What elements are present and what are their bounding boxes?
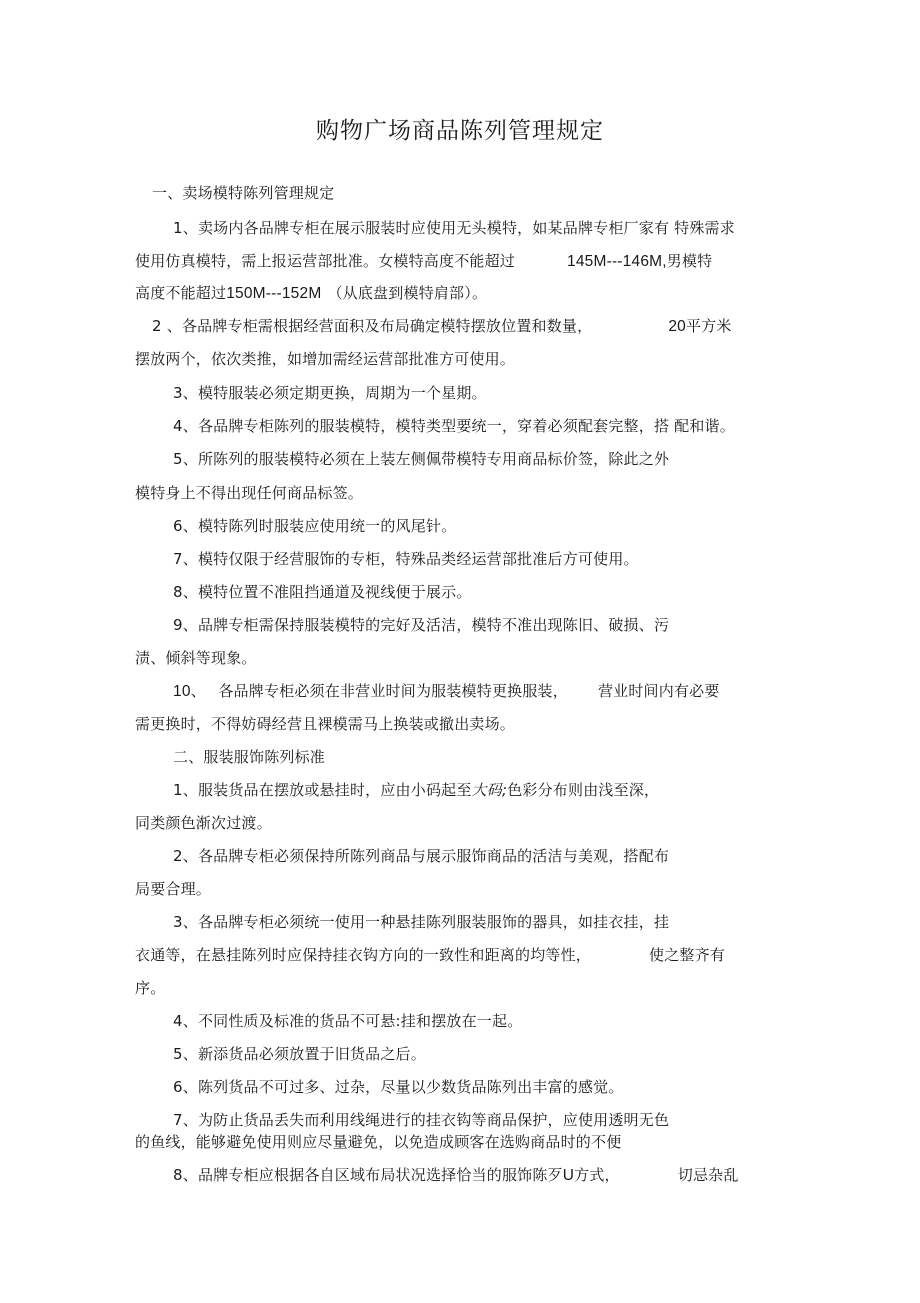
text-span-italic: 大码;	[471, 781, 508, 799]
paragraph-line	[135, 283, 487, 304]
text-span: U	[562, 1167, 575, 1184]
text-span: 切忌杂乱	[677, 1166, 739, 1184]
paragraph-line: 2、各品牌专柜必须保持所陈列商品与展示服饰商品的活洁与美观，搭配布	[173, 847, 670, 865]
paragraph-line	[173, 681, 720, 702]
paragraph-line: 1、卖场内各品牌专柜在展示服装时应使用无头模特，如某品牌专柜厂家有 特殊需求	[173, 219, 735, 237]
paragraph-line: 9、品牌专柜需保持服装模特的完好及活洁，模特不准出现陈旧、破损、污	[173, 616, 670, 634]
paragraph-line: 同类颜色渐次过渡。	[135, 814, 272, 832]
paragraph-line: 8、模特位置不准阻挡通道及视线便于展示。	[173, 583, 472, 601]
paragraph-line: 序。	[135, 979, 166, 997]
paragraph-line: 4、各品牌专柜陈列的服装模特，模特类型要统一，穿着必须配套完整，搭 配和谐。	[173, 417, 735, 435]
paragraph-line: 7、为防止货品丢失而利用线绳进行的挂衣钩等商品保护，应使用透明无色	[173, 1111, 670, 1129]
text-span: 2 、各品牌专柜需根据经营面积及布局确定模特摆放位置和数量，	[152, 317, 593, 335]
text-span: 高度不能超过	[135, 284, 227, 302]
paragraph-line	[173, 1165, 739, 1186]
section-heading-1: 一、卖场模特陈列管理规定	[152, 184, 335, 202]
paragraph-line: 3、模特服装必须定期更换，周期为一个星期。	[173, 384, 487, 402]
paragraph-line: 3、各品牌专柜必须统一使用一种悬挂陈列服装服饰的器具，如挂衣挂，挂	[173, 913, 670, 931]
text-span: 1、服装货品在摆放或悬挂时，应由小码起至	[173, 781, 472, 799]
paragraph-line	[173, 780, 659, 800]
section-heading-2: 二、服装服饰陈列标准	[173, 748, 326, 766]
paragraph-line: 6、陈列货品不可过多、过杂，尽量以少数货品陈列出丰富的感觉。	[173, 1078, 624, 1096]
paragraph-line: 4、不同性质及标准的货品不可悬:挂和摆放在一起。	[173, 1012, 523, 1030]
document-title: 购物广场商品陈列管理规定	[316, 118, 604, 144]
text-span: 各品牌专柜必须在非营业时间为服装模特更换服装，	[218, 682, 568, 700]
text-span: 使用仿真模特，需上报运营部批准。女模特高度不能超过	[135, 252, 516, 270]
paragraph-line: 摆放两个，依次类推，如增加需经运营部批准方可使用。	[135, 350, 516, 368]
paragraph-line: 模特身上不得出现任何商品标签。	[135, 484, 364, 502]
text-span: 使之整齐有	[649, 946, 726, 964]
area-number: 20	[668, 318, 686, 335]
text-span: 平方米	[685, 317, 732, 335]
paragraph-line: 7、模特仅限于经营服饰的专柜，特殊品类经运营部批准后方可使用。	[173, 550, 639, 568]
paragraph-line: 6、模特陈列时服装应使用统一的风尾针。	[173, 517, 457, 535]
height-range: 150M---152M	[226, 285, 322, 302]
height-range: 145M---146M,	[567, 253, 667, 270]
paragraph-line	[135, 945, 725, 965]
paragraph-line: 渍、倾斜等现象。	[135, 649, 257, 667]
text-span: 营业时间内有必要	[597, 682, 720, 700]
text-span: 男模特	[666, 252, 713, 270]
text-span: 衣通等，在悬挂陈列时应保持挂衣钩方向的一致性和距离的均等性，	[135, 946, 592, 964]
text-span: 8、品牌专柜应根据各自区域布局状况选择恰当的服饰陈歹	[173, 1166, 563, 1184]
paragraph-line: 的鱼线，能够避免使用则应尽量避免，以免造成顾客在选购商品时的不便	[135, 1133, 622, 1151]
paragraph-line	[152, 316, 732, 337]
text-span: （从底盘到模特肩部）。	[327, 284, 488, 302]
paragraph-line	[135, 251, 712, 272]
paragraph-line: 局要合理。	[135, 880, 212, 898]
item-number: 10、	[173, 683, 207, 700]
paragraph-line: 5、所陈列的服装模特必须在上装左侧佩带模特专用商品标价签，除此之外	[173, 450, 670, 468]
text-span: 色彩分布则由浅至深，	[507, 781, 660, 799]
paragraph-line: 5、新添货品必须放置于旧货品之后。	[173, 1045, 426, 1063]
paragraph-line: 需更换时，不得妨碍经营且裸模需马上换装或撤出卖场。	[135, 715, 516, 733]
text-span: 方式，	[574, 1166, 620, 1184]
